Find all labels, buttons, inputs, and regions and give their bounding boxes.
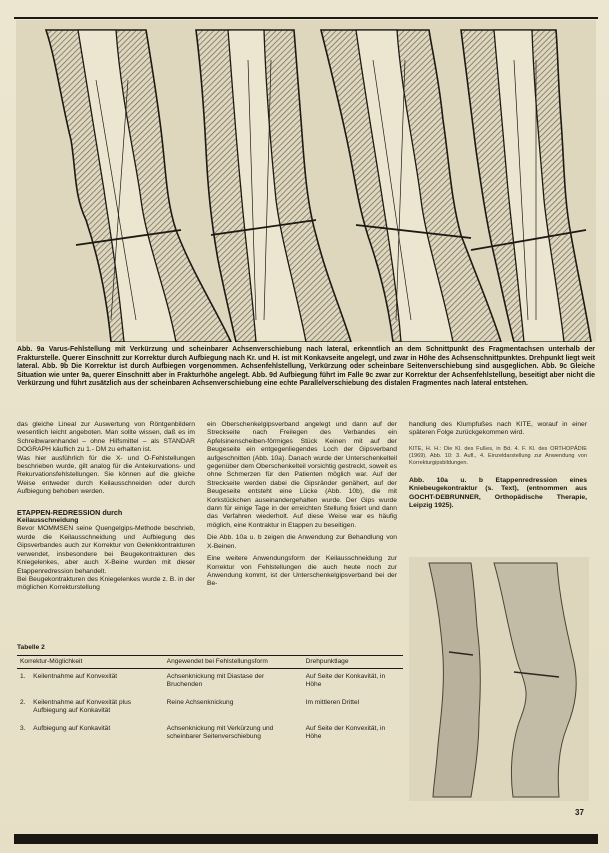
section-subheading: Keilausschneidung (17, 517, 79, 525)
row-pivot: Auf Seite der Konkavität, in Höhe (305, 673, 386, 688)
table-title: Tabelle 2 (17, 644, 45, 651)
row-pivot: Auf Seite der Konvexität, in Höhe (305, 725, 386, 740)
paragraph: Bevor MOMMSEN seine Quengelgips-Methode beschrieb, wurde die Keilausschneidung und Aufbiegung des Gipsverbandes auch zur Korrektur von Gelenkkontrakturen verwendet, insbesondere bei Beugekontrakturen des Kniegelenkes, aber auch X-Beine wurden mit dieser Etappenredression behandelt. (17, 525, 195, 575)
table-row (17, 721, 403, 747)
leg-diagram-9b (196, 30, 351, 342)
paragraph: Die Abb. 10a u. b zeigen die Anwendung zur Behandlung von X-Beinen. (207, 534, 397, 550)
row-number: 1. (20, 673, 26, 680)
knee-cast-figure (409, 557, 589, 801)
table-row (17, 695, 403, 721)
header-pivot: Drehpunktlage (305, 658, 349, 665)
table-header (17, 656, 164, 669)
paragraph: Eine weitere Anwendungsform der Keilausschneidung zur Korrektur von Fehlstellungen die auch heute noch zur Anwendung kommt, ist der Unterschenkelgipsverband bei der Be- (207, 555, 397, 588)
leg-diagrams-svg (16, 20, 596, 342)
row-pivot: Im mittleren Drittel (305, 699, 360, 706)
top-rule (14, 17, 598, 19)
correction-table (17, 655, 403, 747)
row-method: Keilentnahme auf Konvexität plus Aufbiegung auf Konkavität (33, 699, 132, 714)
table-row (17, 669, 403, 696)
paragraph: ein Oberschenkelgipsverband angelegt und dann auf der Streckseite nach Freilegen des Verbandes ein Apfelsinenscheiben-förmiges Stück Keinen mit auf der Beugeseite ein entgegenliegendes Loch der Gipsverband aufgeschnitten (Abb. 10a). Danach wurde der Unterschenkelteil gegenüber dem Oberschenkelteil vorsichtig gestreckt, soweit es ohne Schmerzen für den Patienten möglich war. Auf der Streckseite werden dabei die Gipsränder genähert, auf der Beugeseite entsteht eine Lücke (Abb. 10b), die mit Korkstückchen auseinandergehalten wurde. Der Gips wurde dann für einige Tage in der erreichten Stellung fixiert und dann das Verfahren wiederholt. Auf diese Weise war es häufig möglich, eine Kontraktur in Etappen zu beseitigen. (207, 421, 397, 529)
paragraph: Bei Beugekontrakturen des Kniegelenkes wurde z. B. in der möglichen Korrekturstellung (17, 575, 195, 592)
knee-cast-svg (409, 557, 589, 801)
table-2 (17, 644, 403, 747)
section-heading: ETAPPEN-REDRESSION durch (17, 507, 123, 517)
row-method: Aufbiegung auf Konkavität (33, 725, 111, 732)
row-form: Reine Achsenknickung (166, 699, 234, 706)
row-form: Achsenknickung mit Verkürzung und scheinbarer Seitenverschiebung (166, 725, 274, 740)
text-column-1 (17, 421, 195, 593)
table-header-row (17, 656, 403, 669)
row-method: Keilentnahme auf Konvexität (33, 673, 118, 680)
row-number: 2. (20, 699, 26, 706)
text-column-2 (207, 421, 397, 589)
row-form: Achsenknickung mit Diastase der Bruchenden (166, 673, 265, 688)
figure-10-caption: Abb. 10a u. b Etappenredression eines Kniebeugekontraktur (s. Text), (entnommen aus GOCHT-DEBRUNNER, Orthopädische Therapie, Leipzig 1925). (409, 476, 587, 510)
paragraph: das gleiche Lineal zur Auswertung von Röntgenbildern wesentlich leicht angeboten. Man sollte wissen, daß es im Schreibwarenhandel – ohne Hilfsmittel – als STANDAR DOGRAPH käuflich zu 1.- DM zu erhalten ist. (17, 421, 195, 454)
header-correction: Korrektur-Möglichkeit (20, 658, 83, 665)
paragraph: handlung des Klumpfußes nach KITE, worauf in einer späteren Folge zurückgekommen wird. (409, 421, 587, 437)
figure-caption: Abb. 9a Varus-Fehlstellung mit Verkürzung und scheinbarer Achsenverschiebung nach lateral, erkenntlich an dem Schnittpunkt des Fragmentachsen unterhalb der Frakturstelle. Querer Einschnitt zur Korrektur durch Aufbiegung nach Kr. und H. ist mit Konkavseite angelegt, und zwar in Höhe des Achsenschnittpunktes. Drehpunkt liegt weit lateral. Abb. 9b Die Korrektur ist durch Aufbiegen vorgenommen. Achsenfehlstellung, Verkürzung oder scheinbare Seitenverschiebung sind ausgeglichen. Abb. 9c Gleiche Situation wie unter 9a, querer Einschnitt aber in Frakturhöhe angelegt. Abb. 9d Aufbiegung führt im Falle 9c zwar zur Korrektur der Achsenfehlstellung, beseitigt aber nicht die Verkürzung und führt zusätzlich aus der scheinbaren Achsenverschiebung eine echte Parallelverschiebung des distalen Fragmentes nach lateral entstehen. (17, 346, 595, 388)
reference-note: KITE, H. H.: Die Kl. des Fußes, in Bd. 4. F. Kl. des ORTHOPÄDIE (1969). Abb. 10: 3. Aufl., 4. Einzeldarstellung zur Anwendung von Korrekturgipsbildungen. (409, 445, 587, 466)
header-form: Angewendet bei Fehlstellungsform (166, 658, 268, 665)
table-header (303, 656, 403, 669)
page-number: 37 (575, 808, 584, 817)
table-header (164, 656, 303, 669)
leg-diagram-figure (16, 20, 596, 342)
row-number: 3. (20, 725, 26, 732)
text-column-3 (409, 421, 587, 510)
paragraph: Was hier ausführlich für die X- und O-Fehlstellungen beschrieben wurde, gilt analog für die Antekurvations- und Rekurvationsfehlstellungen. Sie können auf die gleiche Weise entweder durch Keilausschneiden oder durch Aufbiegung behoben werden. (17, 454, 195, 496)
bottom-rule (14, 834, 598, 844)
